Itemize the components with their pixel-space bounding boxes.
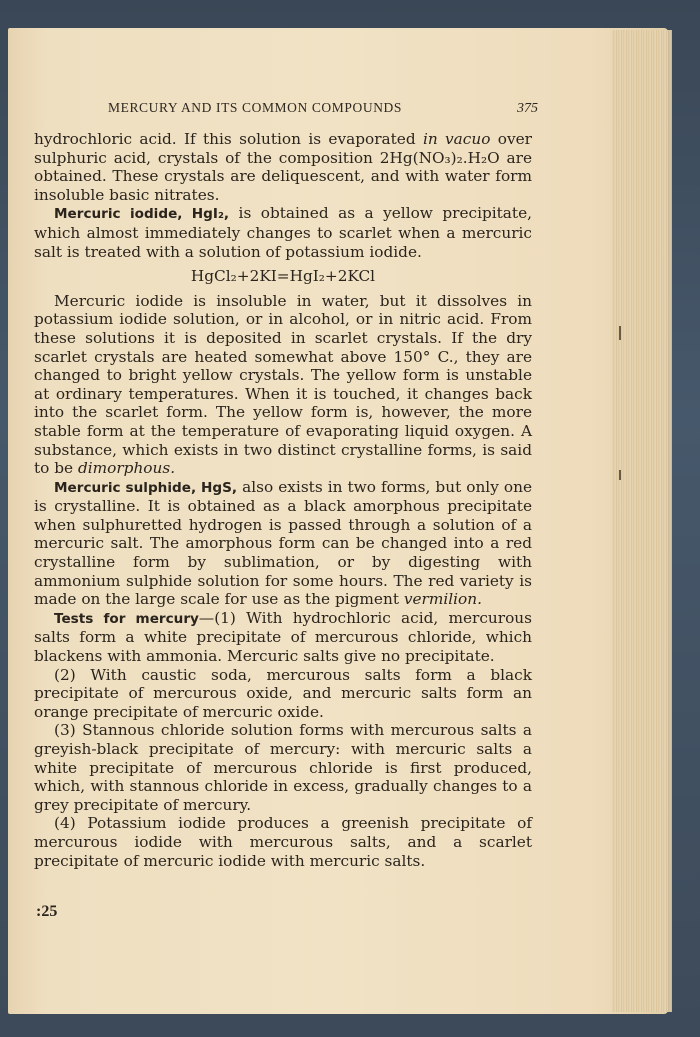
italic-term: in vacuo: [422, 130, 491, 148]
running-header: [108, 98, 538, 120]
italic-term: vermilion.: [403, 590, 482, 609]
page-number: 375: [517, 101, 538, 116]
page-mark: [619, 326, 621, 340]
page-mark: [619, 470, 621, 480]
paragraph-tests: Tests for mercury—(1) With hydrochloric acid, mercurous salts form a white precipitate of mercurous chloride, which blackens with ammonia. Mercuric salts give no precipitate.: [34, 608, 532, 666]
paragraph-mercuric-iodide: Mercuric iodide, HgI₂, is obtained as a yellow precipitate, which almost immediately changes to scarlet when a mercuric salt is treated with a solution of potassium iodide.: [34, 204, 532, 261]
paragraph-3: Mercuric iodide is insoluble in water, but it dissolves in potassium iodide solution, or in alcohol, or in nitric acid. From these solutions it is deposited in scarlet crystals. If the dry scarlet crystals are heated somewhat above 150° C., they are changed to bright yellow crystals. The yellow form is unstable at ordinary temperatures. When it is touched, it changes back into the scarlet form. The yellow form is, however, the more stable form at the temperature of evaporating liquid oxygen. A substance, which exists in two distinct crystalline forms, is said to be dimorphous.: [34, 291, 532, 478]
paragraph-mercuric-sulphide: Mercuric sulphide, HgS, also exists in two forms, but only one is crystalline. It is obtained as a black amorphous precipitate when sulphuretted hydrogen is passed through a solution of a mercuric salt. The amorphous form can be changed into a red crystalline form by sublimation, or by digesting with ammonium sulphide solution for some hours. The red variety is made on the large scale for use as the pigment vermilion.: [34, 477, 532, 609]
chemical-equation: HgCl₂+2KI=HgI₂+2KCl: [190, 267, 376, 286]
paragraph-1: hydrochloric acid. If this solution is evaporated in vacuo over sulphuric acid, crystals of the composition 2Hg(NO₃)₂.H₂O are obtained. These crystals are deliquescent, and with water form insoluble basic nitrates.: [34, 130, 532, 204]
section-lead: Mercuric iodide, HgI₂,: [54, 206, 230, 223]
page-body: [34, 130, 532, 870]
paragraph-test-4: (4) Potassium iodide produces a greenish precipitate of mercurous iodide with mercurous salts, and a scarlet precipitate of mercuric iodide with mercuric salts.: [34, 814, 532, 870]
signature-mark: :25: [36, 903, 58, 920]
section-lead: Mercuric sulphide, HgS,: [54, 479, 238, 496]
paragraph-test-3: (3) Stannous chloride solution forms with mercurous salts a greyish-black precipitate of mercury: with mercuric salts a white precipitate of mercurous chloride is first produced, which, with stannous chloride in excess, gradually changes to a grey precipitate of mercury.: [34, 721, 532, 814]
running-title: MERCURY AND ITS COMMON COMPOUNDS: [108, 100, 402, 115]
page-edges: [612, 30, 672, 1012]
italic-term: dimorphous.: [77, 459, 176, 478]
section-lead: Tests for mercury: [54, 610, 199, 627]
paragraph-test-2: (2) With caustic soda, mercurous salts form a black precipitate of mercurous oxide, and mercuric salts form an orange precipitate of mercuric oxide.: [34, 665, 532, 721]
